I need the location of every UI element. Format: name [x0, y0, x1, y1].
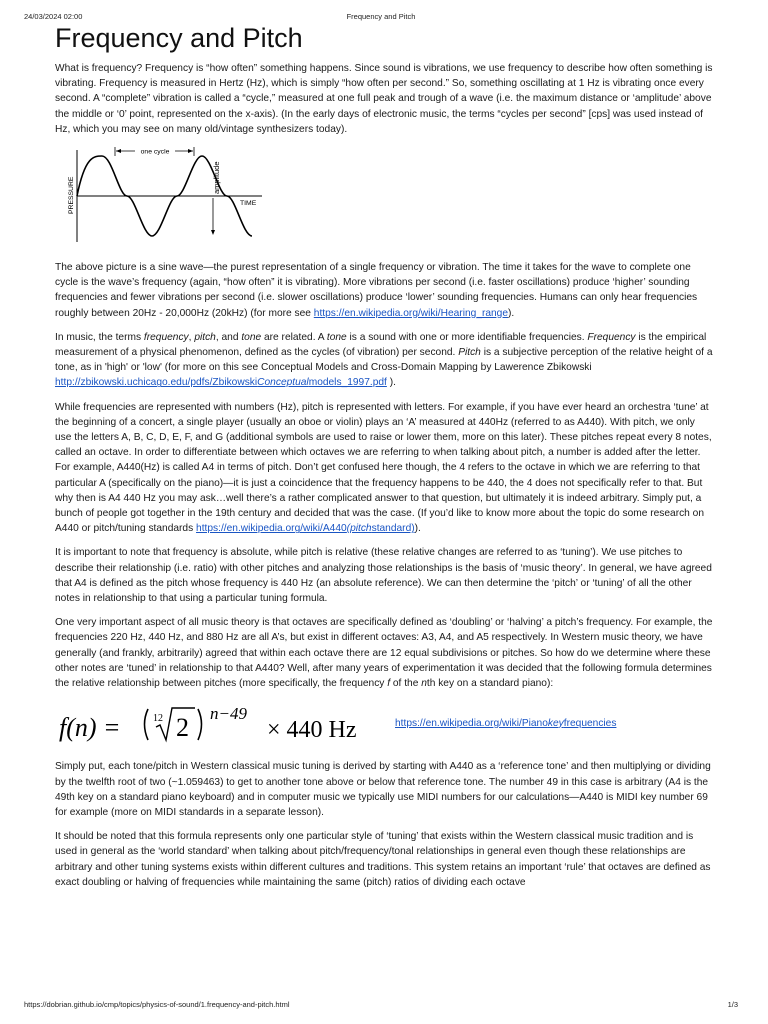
- print-url: https://dobrian.github.io/cmp/topics/physics-of-sound/1.frequency-and-pitch.html: [24, 1000, 290, 1009]
- formula-lhs: f(n) =: [59, 713, 121, 743]
- piano-key-frequencies-link[interactable]: https://en.wikipedia.org/wiki/Pianokeyfrequencies: [395, 717, 617, 729]
- formula-row: [55, 700, 713, 750]
- paragraph-octaves: One very important aspect of all music theory is that octaves are specifically defined as ‘doubling’ or ‘halving’ a pitch’s frequency. For example, the frequencies 220 Hz, 440 Hz, and 880 Hz are all A’s, but exist in different octaves: A3, A4, and A5 respectively. In Western music theory, we have generally (and frankly, arbitrarily) agreed that within each octave there are 12 equal subdivisions or pitches. So how do we determine where these other notes are ‘tuned’ in relationship to that A440? Well, after many years of experimentation it was decided that the following formula determines the relative relationship between pitches (more specifically, the frequency f of the nth key on a standard piano):: [55, 617, 713, 690]
- page-title: Frequency and Pitch: [55, 23, 303, 53]
- formula-radicand: 2: [176, 713, 189, 743]
- sine-wave-figure: [57, 146, 713, 246]
- tuning-formula: [55, 702, 385, 748]
- paragraph-tuning-systems: It should be noted that this formula represents only one particular style of ‘tuning’ that exists within the Western classical music tradition and is used in general as the ‘world standard’ when talking about pitch/frequency/tonal relationships in general even though these relationships are arbitrary and other tuning systems exists within different cultures and traditions. This system retains an important ‘rule’ that octaves are defined as exact doubling or halving of frequencies while maintaining the same (pitch) ratios of dividing each octave: [55, 831, 711, 888]
- zbikowski-pdf-link[interactable]: http://zbikowski.uchicago.edu/pdfs/ZbikowskiConceptualmodels_1997.pdf: [55, 377, 387, 389]
- article: [55, 22, 713, 899]
- paragraph-twelfth-root: Simply put, each tone/pitch in Western classical music tuning is derived by starting with A440 as a ‘reference tone’ and then multiplying or dividing by the twelfth root of two (~1.059463) to get to another tone above or below that reference tone. The number 49 in this case is arbitrary (A4 is the 49th key on a standard piano keyboard) and in computer music we typically use MIDI numbers for our calculations—A440 is MIDI key number 69 for example (more on MIDI standards in a separate lesson).: [55, 761, 711, 818]
- cycle-arrow-left-icon: [116, 149, 121, 153]
- amplitude-arrow-icon: [211, 230, 215, 235]
- formula-rhs: × 440 Hz: [267, 717, 357, 744]
- time-label: TIME: [240, 200, 257, 208]
- cycle-arrow-right-icon: [188, 149, 193, 153]
- print-datetime: 24/03/2024 02:00: [24, 12, 83, 21]
- paragraph-frequency-intro: What is frequency? Frequency is “how often” something happens. Since sound is vibrations, we use frequency to describe how often something is vibrating. Frequency is measured in Hertz (Hz), which is simply “how often per second.” So, something oscillating at 1 Hz is vibrating once every second. A “complete” vibration is called a “cycle,” measured at one full peak and trough of a wave (i.e. the maximum distance or ‘amplitude’ above the middle or ‘0’ point, represented on the x-axis). (In the early days of electronic music, the terms “cycles per second” [cps] was used instead of Hz, which you may see on many old/vintage synthesizers today).: [55, 63, 713, 135]
- paragraph-terms: In music, the terms frequency, pitch, and tone are related. A tone is a sound with one or more identifiable frequencies. Frequency is the empirical measurement of a physical phenomenon, defined as the cycles (of vibration) per second. Pitch is a subjective perception of the relative height of a tone, as in 'high' or 'low' (for more on this see Conceptual Models and Cross-Domain Mapping by Lawerence Zbikowski http://zbikowski.uchicago.edu/pdfs/ZbikowskiConceptualmodels_1997.pdf ).: [55, 331, 713, 389]
- paragraph-sine-wave: The above picture is a sine wave—the purest representation of a single frequency or vibration. The time it takes for the wave to complete one cycle is the wave’s frequency (again, “how often” it is vibrating). More vibrations per second (i.e. faster oscillations) produce ‘higher’ sounding frequencies and fewer vibrations per second (i.e. slower oscillations) produce ‘lower’ sounding frequencies. Humans can only hear frequencies roughly between 20Hz - 20,000Hz (20kHz) (for more see https://en.wikipedia.org/wiki/Hearing_range).: [55, 262, 698, 319]
- sine-wave-diagram: [57, 146, 267, 246]
- cycle-label: one cycle: [140, 148, 170, 156]
- paragraph-absolute-relative: It is important to note that frequency is absolute, while pitch is relative (these relative changes are referred to as ‘tuning’). We use pitches to describe their relationship (i.e. ratio) with other pitches and analyzing those relationships is the basis of ‘music theory’. In general, we have agreed that A4 is defined as the pitch whose frequency is 440 Hz (an absolute reference). We can then determine the ‘pitch’ or ‘tuning’ of all the other notes in relationship to that using a particular tuning formula.: [55, 547, 712, 605]
- amplitude-label: amplitude: [212, 161, 221, 195]
- pressure-label: PRESSURE: [68, 176, 75, 215]
- hearing-range-link[interactable]: https://en.wikipedia.org/wiki/Hearing_range: [313, 307, 509, 319]
- paragraph-pitch-letters: While frequencies are represented with numbers (Hz), pitch is represented with letters. For example, if you have ever heard an orchestra ‘tune’ at the beginning of a concert, a single player (usually an oboe or violin) plays an ‘A’ measured at 440Hz (referred to as A440). With pitch, we only use the letters A, B, C, D, E, F, and G (additional symbols are used to raise or lower them, more on this later). These pitches repeat every 8 notes, called an octave. In order to differentiate between which octaves we are referring to when talking about pitch, a number is added after the letter. For example, A440(Hz) is called A4 in terms of pitch. Don’t get confused here though, the 4 refers to the octave in which we are referring to that particular A (specifically on the piano)—it is just a coincidence that the frequency happens to be 440, the 4 does not specifically refer to that. But why then is A4 440 Hz you may ask…well there’s a rather complicated answer to that question, but ultimately it is indeed arbitrary. Simply put, a bunch of people got together in the 19th century and decided that was the case. (If you’d like to know more about the topic do some research on A440 or pitch/tuning standards https://en.wikipedia.org/wiki/A440(pitchstandard)).: [55, 401, 712, 535]
- print-doc-title: Frequency and Pitch: [346, 12, 416, 21]
- a440-link[interactable]: https://en.wikipedia.org/wiki/A440(pitchstandard): [196, 523, 415, 535]
- formula-root-index: 12: [153, 713, 163, 725]
- page-number: 1/3: [727, 1000, 738, 1009]
- print-footer: [24, 1000, 738, 1012]
- formula-exponent: n−49: [210, 704, 247, 724]
